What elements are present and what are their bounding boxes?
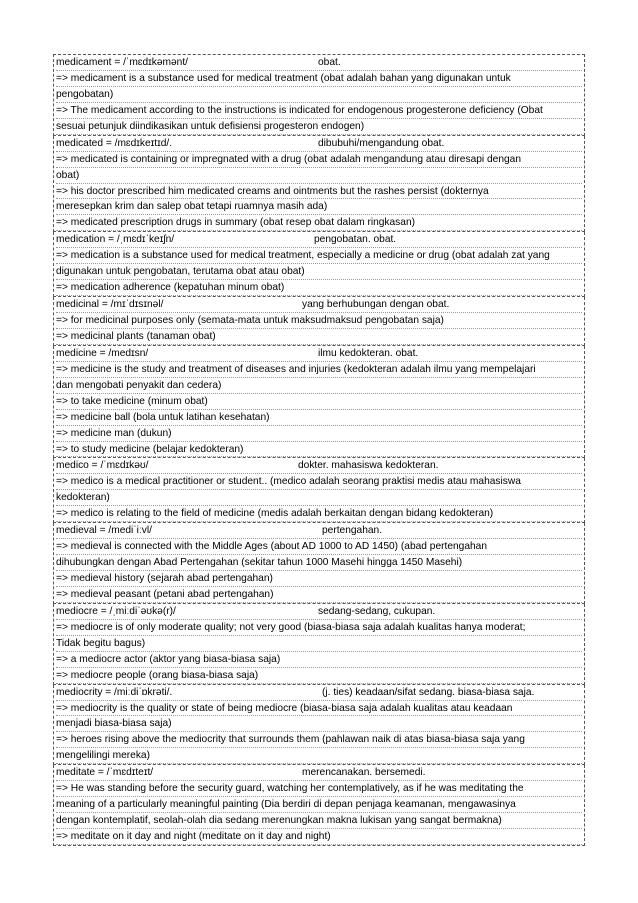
entry-meaning: pertengahan. [322,525,383,537]
entry-meaning: (j. ties) keadaan/sifat sedang. biasa-biasa saja. [322,686,535,698]
entry-term: mediocrity = /miːdiˈɒkrəti/. [56,686,173,698]
entry-meaning: pengobatan. obat. [314,234,397,246]
entry-example-line: => a mediocre actor (aktor yang biasa-biasa saja) [56,652,582,668]
entry-headword-line [56,685,582,701]
entry-example-line: => to study medicine (belajar kedokteran) [56,442,582,458]
entry-meaning: obat. [318,57,341,68]
entry-headword-line [56,765,582,781]
entry-example-line: => The medicament according to the instructions is indicated for endogenous progesterone deficiency (Obat [56,103,582,119]
entry-example-line: obat) [56,168,582,184]
dictionary-entry [53,765,585,846]
entry-term: medicinal = /mɪˈdɪsɪnəl/ [56,299,164,311]
entry-example-line: => for medicinal purposes only (semata-mata untuk maksudmaksud pengobatan saja) [56,313,582,329]
entry-example-line: => medieval history (sejarah abad pertengahan) [56,571,582,587]
entry-example-line: dan mengobati penyakit dan cedera) [56,378,582,394]
dictionary-entry [53,232,585,297]
entry-example-line: => medieval is connected with the Middle Ages (about AD 1000 to AD 1450) (abad pertengahan [56,539,582,555]
entry-example-line: => meditate on it day and night (meditate on it day and night) [56,829,582,845]
entry-example-line: => mediocrity is the quality or state of being mediocre (biasa-biasa saja adalah kualitas atau keadaan [56,701,582,717]
dictionary-entry [53,523,585,604]
entry-example-line: => He was standing before the security guard, watching her contemplatively, as if he was meditating the [56,781,582,797]
entry-example-line: => medicine ball (bola untuk latihan kesehatan) [56,410,582,426]
entry-term: medicine = /medɪsn/ [56,347,149,359]
entry-example-line: => to take medicine (minum obat) [56,394,582,410]
entry-meaning: sedang-sedang, cukupan. [318,605,436,617]
dictionary-entry [53,604,585,685]
entry-headword-line [56,458,582,474]
entry-example-line: => medicated is containing or impregnated with a drug (obat adalah mengandung atau diresapi dengan [56,152,582,168]
entry-example-line: pengobatan) [56,87,582,103]
entry-term: medicated = /mɛdɪkeɪtɪd/. [56,137,173,149]
entry-headword-line [56,232,582,248]
entry-term: mediocre = /ˌmiːdiˈəʊkə(r)/ [56,605,176,617]
entry-example-line: Tidak begitu bagus) [56,636,582,652]
dictionary-entry [53,685,585,766]
dictionary-entry [53,458,585,523]
entry-example-line: => medico is a medical practitioner or student.. (medico adalah seorang praktisi medis atau mahasiswa [56,474,582,490]
entry-example-line: => medicine man (dukun) [56,426,582,442]
entry-term: medication = /ˌmɛdɪˈkeɪʃn/ [56,234,175,246]
entry-example-line: => medication is a substance used for medical treatment, especially a medicine or drug (obat adalah zat yang [56,248,582,264]
entry-example-line: => mediocre people (orang biasa-biasa saja) [56,668,582,684]
dictionary-entry [53,297,585,346]
entry-example-line: => medicament is a substance used for medical treatment (obat adalah bahan yang digunakan untuk [56,71,582,87]
entry-example-line: => medication adherence (kepatuhan minum obat) [56,280,582,296]
entry-meaning: dibubuhi/mengandung obat. [318,137,445,149]
entry-term: meditate = /ˈmɛdɪteɪt/ [56,767,154,779]
entry-headword-line [56,55,582,71]
entry-example-line: sesuai petunjuk diindikasikan untuk defisiensi progesteron endogen) [56,119,582,135]
entry-example-line: => heroes rising above the mediocrity that surrounds them (pahlawan naik di atas biasa-biasa saja yang [56,732,582,748]
entry-example-line: => mediocre is of only moderate quality; not very good (biasa-biasa saja adalah kualitas hanya moderat; [56,620,582,636]
entry-headword-line [56,346,582,362]
entry-headword-line [56,297,582,313]
dictionary-entry [53,346,585,459]
entry-headword-line [56,604,582,620]
entry-example-line: => medicated prescription drugs in summary (obat resep obat dalam ringkasan) [56,215,582,231]
entry-example-line: => medico is relating to the field of medicine (medis adalah berkaitan dengan bidang kedokteran) [56,506,582,522]
dictionary-entry [53,54,585,136]
entry-meaning: dokter. mahasiswa kedokteran. [298,460,439,472]
entry-example-line: kedokteran) [56,490,582,506]
entry-example-line: menjadi biasa-biasa saja) [56,716,582,732]
entry-meaning: ilmu kedokteran. obat. [318,347,419,359]
entry-headword-line [56,523,582,539]
entry-example-line: meaning of a particularly meaningful painting (Dia berdiri di depan penjaga keamanan, mengawasinya [56,797,582,813]
entry-example-line: dengan kontemplatif, seolah-olah dia sedang merenungkan makna lukisan yang sangat bermakna) [56,813,582,829]
entry-term: medieval = /mediˈiːvl/ [56,525,152,537]
entry-example-line: digunakan untuk pengobatan, terutama obat atau obat) [56,264,582,280]
entry-example-line: => his doctor prescribed him medicated creams and ointments but the rashes persist (dokternya [56,184,582,200]
entry-example-line: meresepkan krim dan salep obat tetapi ruamnya masih ada) [56,199,582,215]
entry-example-line: => medicinal plants (tanaman obat) [56,329,582,345]
entry-meaning: yang berhubungan dengan obat. [302,299,450,311]
entry-term: medico = /ˈmɛdɪkəʊ/ [56,460,149,472]
entry-example-line: => medicine is the study and treatment of diseases and injuries (kedokteran adalah ilmu yang mempelajari [56,362,582,378]
entry-example-line: mengelilingi mereka) [56,748,582,764]
entry-headword-line [56,136,582,152]
dictionary-entry [53,136,585,233]
entry-meaning: merencanakan. bersemedi. [302,767,426,779]
dictionary-sheet [53,54,585,846]
entry-example-line: => medieval peasant (petani abad pertengahan) [56,587,582,603]
entry-example-line: dihubungkan dengan Abad Pertengahan (sekitar tahun 1000 Masehi hingga 1450 Masehi) [56,555,582,571]
entry-term: medicament = /ˈmɛdɪkəmənt/ [56,57,189,68]
